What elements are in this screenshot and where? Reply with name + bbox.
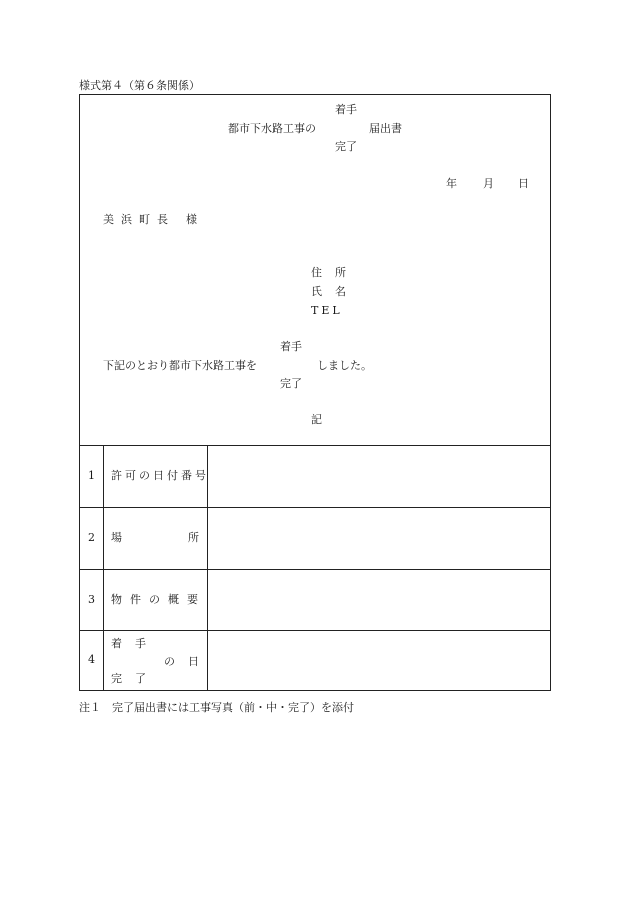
row-2-label-right: 所: [188, 531, 199, 544]
form-box: [79, 94, 551, 691]
ki-label: 記: [311, 413, 322, 426]
row-1-label: 許可の日付番号: [111, 469, 209, 482]
date-month-label: 月: [483, 177, 494, 190]
footnote: 注１ 完了届出書には工事写真（前・中・完了）を添付: [79, 701, 354, 714]
statement-prefix: 下記のとおり都市下水路工事を: [103, 359, 257, 372]
row-3-number: 3: [88, 593, 95, 606]
address-label-char-2: 所: [335, 266, 346, 279]
name-label-char-2: 名: [335, 285, 346, 298]
statement-suffix: しました。: [317, 359, 372, 372]
statement-option-complete: 完了: [280, 377, 302, 390]
date-year-label: 年: [446, 177, 457, 190]
title-main-suffix: 届出書: [369, 122, 402, 135]
row-1-number: 1: [88, 469, 95, 482]
addressee-char-4: 長: [157, 213, 168, 226]
row-4-number: 4: [88, 653, 95, 666]
name-label-char-1: 氏: [311, 285, 322, 298]
row-4-label-top-char-2: 手: [135, 637, 146, 650]
addressee-honorific: 様: [186, 213, 197, 226]
title-option-complete: 完了: [335, 140, 357, 153]
addressee-char-3: 町: [139, 213, 150, 226]
row-2-label-left: 場: [111, 531, 122, 544]
row-3-label: 物件の概要: [111, 593, 206, 606]
statement-option-start: 着手: [280, 340, 302, 353]
row-1-value-field[interactable]: [207, 446, 550, 507]
date-day-label: 日: [518, 177, 529, 190]
row-4-label-top-char-1: 着: [111, 637, 122, 650]
address-label-char-1: 住: [311, 266, 322, 279]
title-main-prefix: 都市下水路工事の: [228, 122, 316, 135]
row-2-value-field[interactable]: [207, 508, 550, 569]
table-col-divider: [103, 445, 104, 690]
row-4-label-bottom-char-2: 了: [135, 672, 146, 685]
title-option-start: 着手: [335, 103, 357, 116]
row-4-label-mid-char-1: の: [164, 655, 175, 668]
addressee-char-1: 美: [103, 213, 114, 226]
addressee-char-2: 浜: [121, 213, 132, 226]
row-2-number: 2: [88, 531, 95, 544]
tel-label: TEL: [311, 304, 343, 317]
row-3-value-field[interactable]: [207, 570, 550, 630]
row-4-label-mid-char-2: 日: [188, 655, 199, 668]
row-4-value-field[interactable]: [207, 631, 550, 691]
form-label: 様式第４（第６条関係）: [79, 79, 200, 92]
row-4-label-bottom-char-1: 完: [111, 672, 122, 685]
